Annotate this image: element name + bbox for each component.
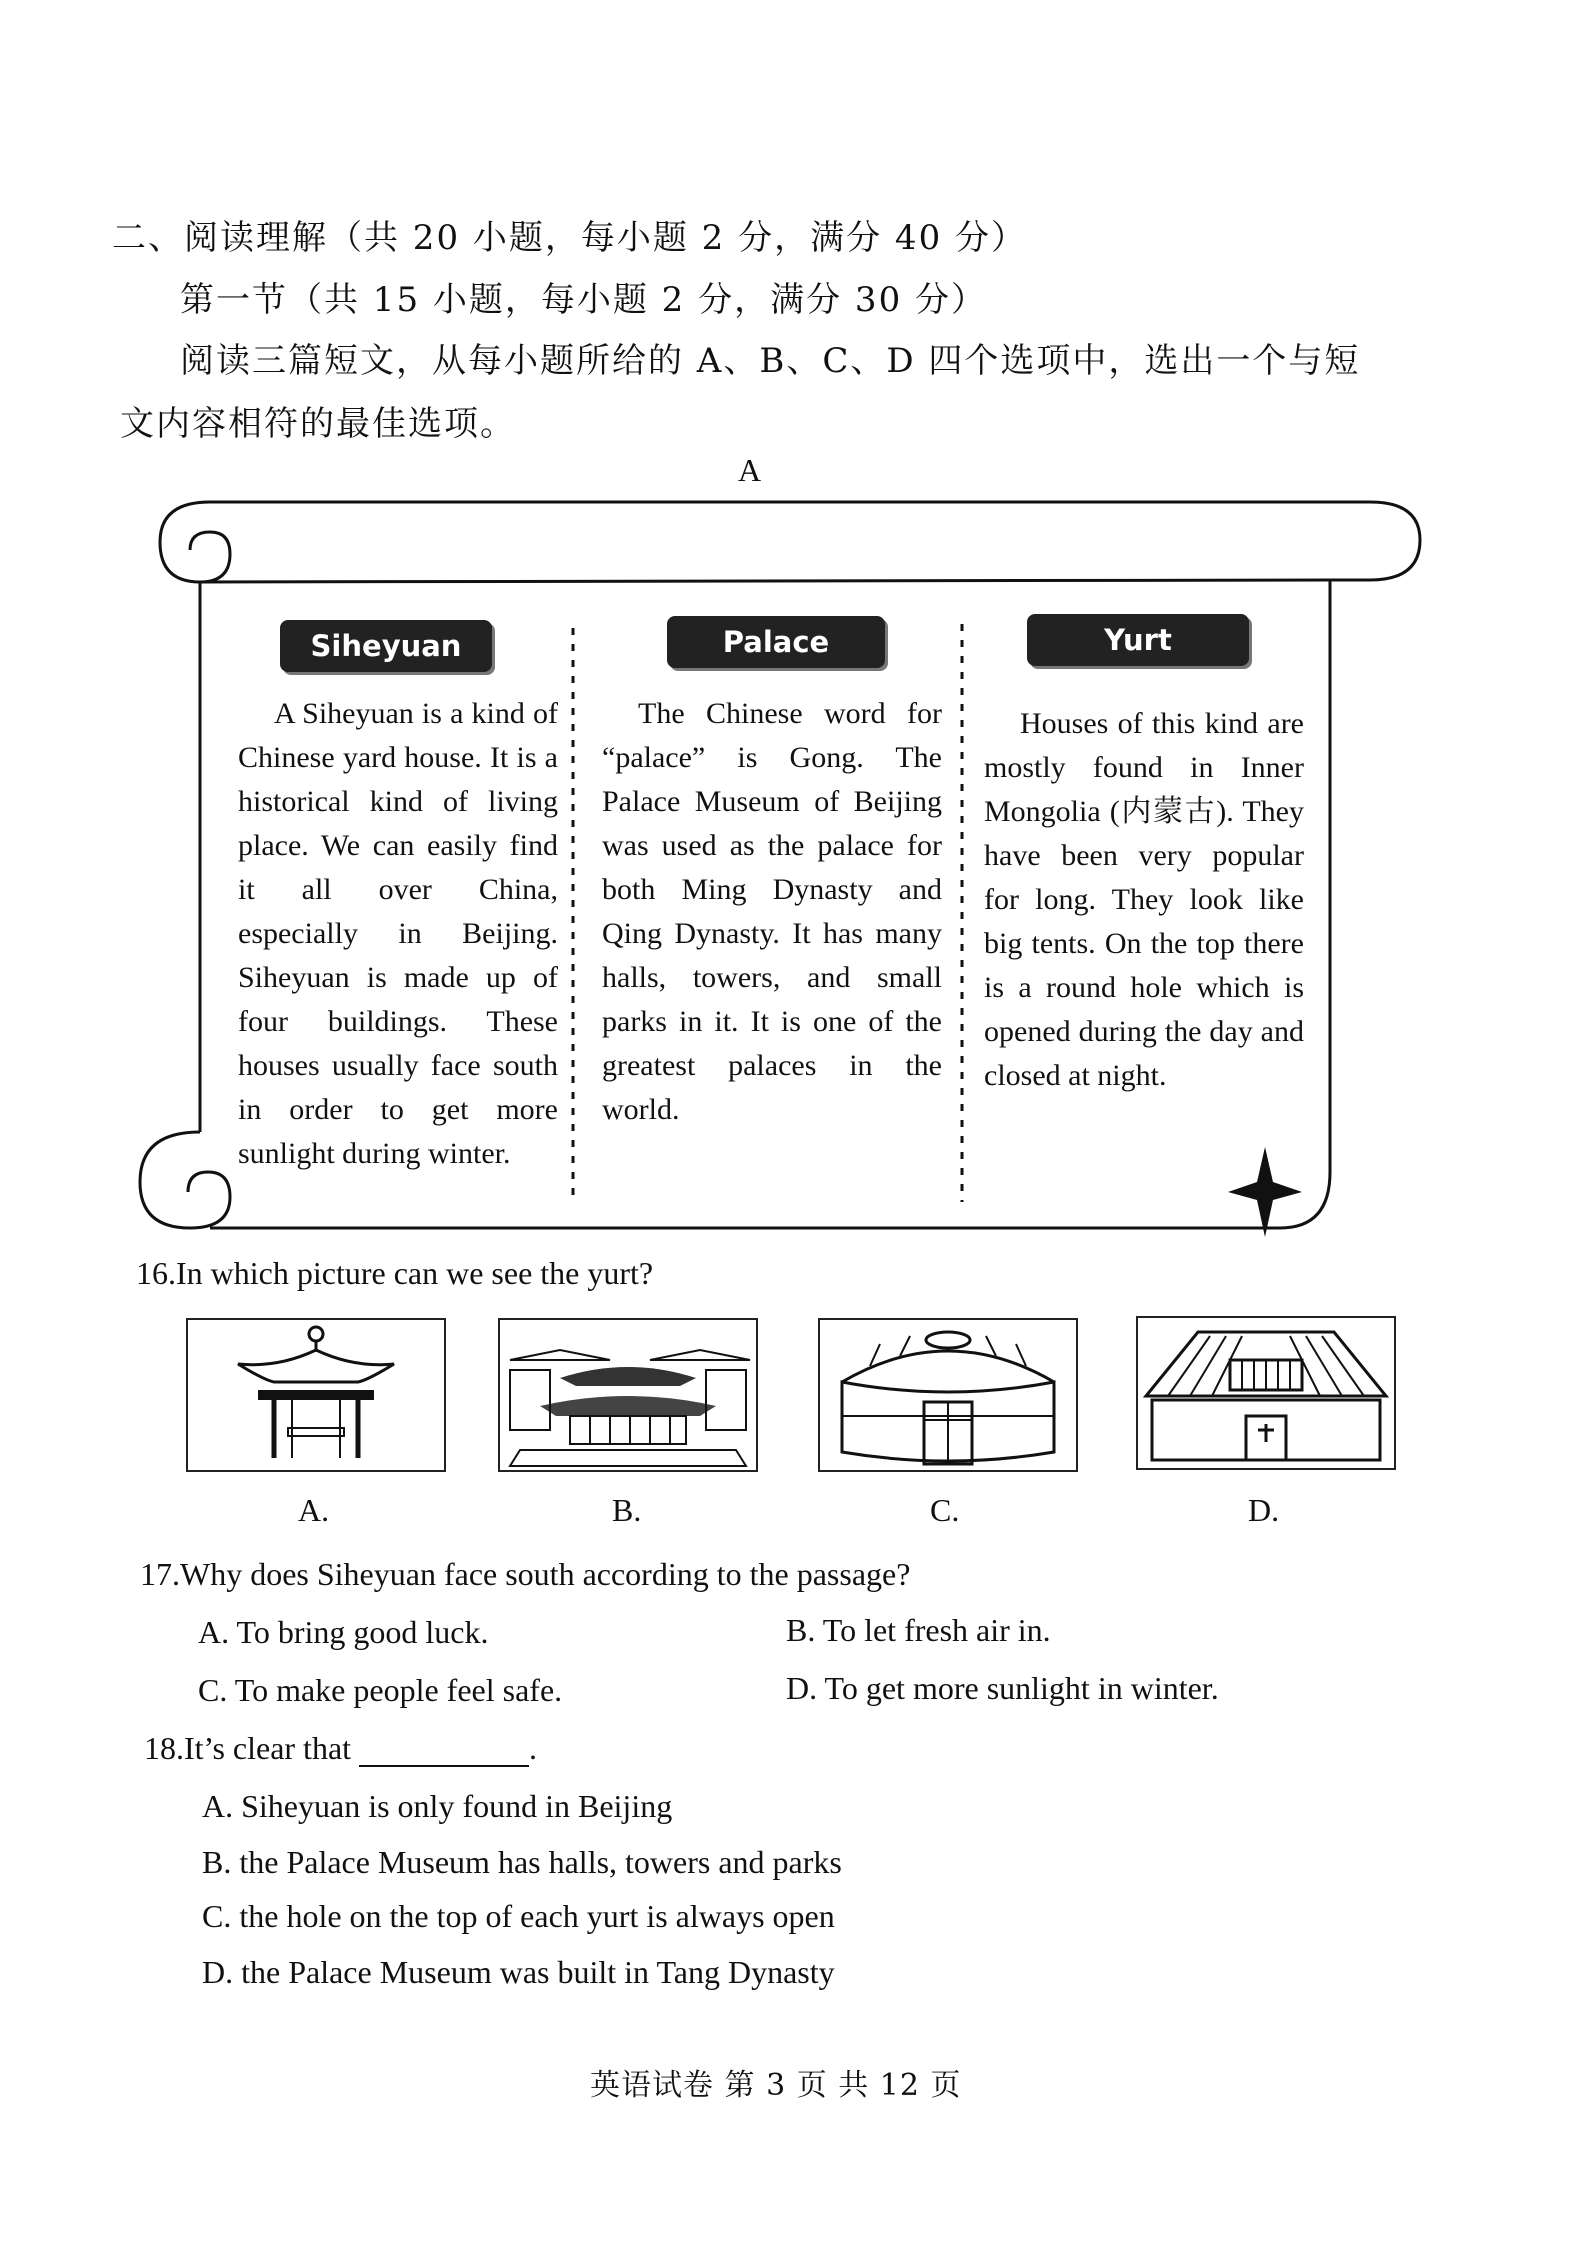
text-siheyuan: A Siheyuan is a kind of Chinese yard house. It is a historical kind of living place. We can easily find it all over China, especially in Beijing. Siheyuan is made up of four buildings. These houses usually face south in order to get more sunlight during winter.: [238, 697, 558, 1170]
q17-option-b[interactable]: B. To let fresh air in.: [786, 1612, 1051, 1648]
q18-option-c[interactable]: C. the hole on the top of each yurt is always open: [202, 1898, 835, 1934]
q17-option-a[interactable]: A. To bring good luck.: [198, 1614, 489, 1650]
q18-option-b[interactable]: B. the Palace Museum has halls, towers and parks: [202, 1844, 842, 1880]
picture-a[interactable]: [186, 1318, 446, 1472]
title-palace: Palace: [667, 616, 885, 668]
q18-option-d[interactable]: D. the Palace Museum was built in Tang Dynasty: [202, 1954, 835, 1990]
q17-option-c[interactable]: C. To make people feel safe.: [198, 1672, 563, 1708]
q18-option-a[interactable]: A. Siheyuan is only found in Beijing: [202, 1788, 673, 1824]
q17-option-d[interactable]: D. To get more sunlight in winter.: [786, 1670, 1219, 1706]
siheyuan-gate-icon: [1138, 1318, 1394, 1468]
answer-blank: [359, 1735, 529, 1767]
star-icon: [1228, 1147, 1302, 1237]
passage-scroll: [130, 492, 1430, 1242]
picture-b[interactable]: [498, 1318, 758, 1472]
picture-d-label: D.: [1248, 1492, 1280, 1528]
question-17: 17.Why does Siheyuan face south according to the passage?: [140, 1556, 911, 1592]
picture-c-label: C.: [930, 1492, 960, 1528]
part-title: 第一节（共 15 小题，每小题 2 分，满分 30 分）: [180, 280, 988, 320]
page-footer: 英语试卷 第 3 页 共 12 页: [590, 2068, 962, 2103]
question-16: 16.In which picture can we see the yurt?: [136, 1255, 654, 1291]
title-yurt: Yurt: [1027, 614, 1249, 666]
yurt-icon: [820, 1320, 1076, 1470]
pavilion-icon: [188, 1320, 444, 1470]
text-yurt: Houses of this kind are mostly found in Inner Mongolia (内蒙古). They have been very popular for long. They look like big tents. On the top there is a round hole which is opened during the day and closed at night.: [984, 707, 1304, 1092]
palace-icon: [500, 1320, 756, 1470]
picture-a-label: A.: [298, 1492, 330, 1528]
text-palace: The Chinese word for “palace” is Gong. The Palace Museum of Beijing was used as the palace for both Ming Dynasty and Qing Dynasty. It has many halls, towers, and small parks in it. It is one of the greatest palaces in the world.: [602, 697, 942, 1126]
instruction-line-2: 文内容相符的最佳选项。: [120, 404, 516, 444]
picture-d[interactable]: [1136, 1316, 1396, 1470]
question-18: 18.It’s clear that .: [144, 1730, 538, 1766]
picture-c[interactable]: [818, 1318, 1078, 1472]
instruction-line-1: 阅读三篇短文，从每小题所给的 A、B、C、D 四个选项中，选出一个与短: [180, 341, 1361, 381]
passage-label: A: [738, 452, 762, 488]
title-siheyuan: Siheyuan: [280, 620, 492, 672]
section-title: 二、阅读理解（共 20 小题，每小题 2 分，满分 40 分）: [112, 218, 1028, 258]
picture-b-label: B.: [612, 1492, 642, 1528]
